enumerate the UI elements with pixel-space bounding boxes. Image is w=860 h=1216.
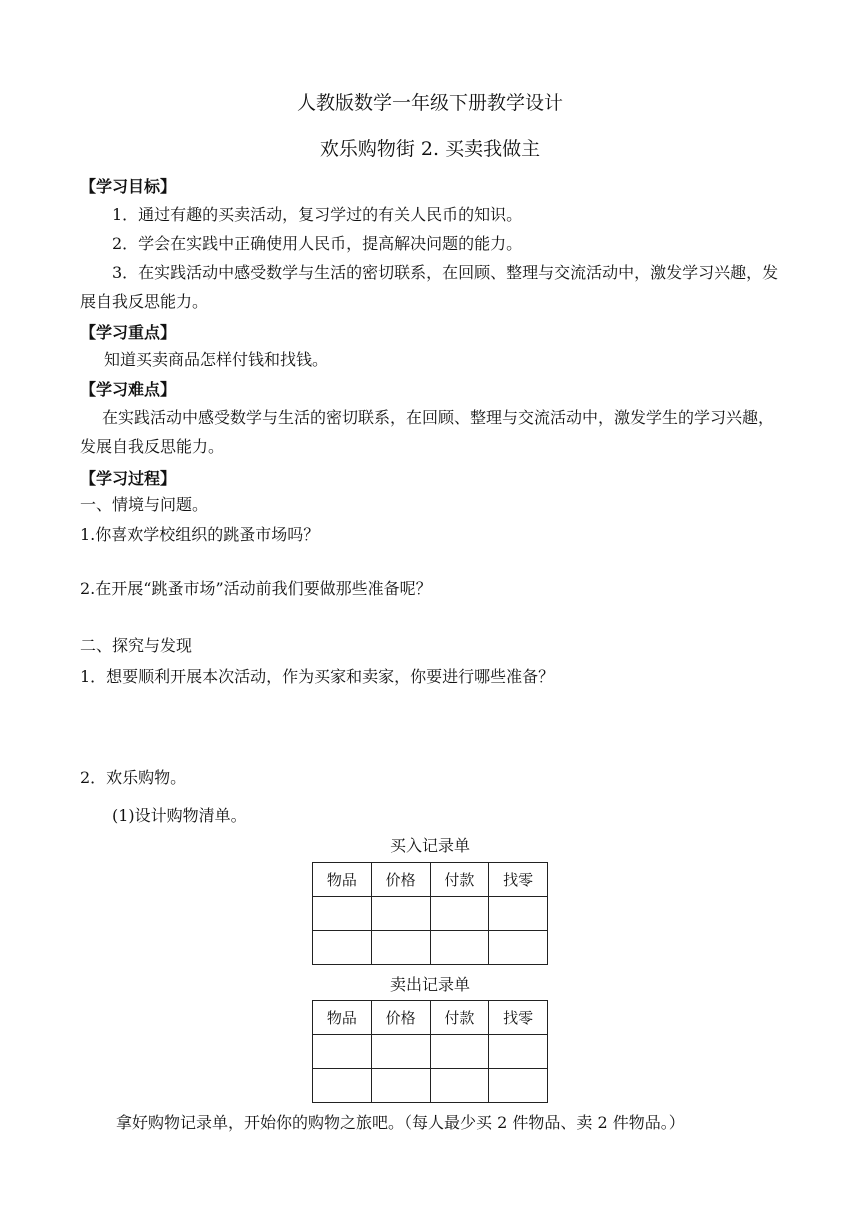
objective-item-1: 1．通过有趣的买卖活动，复习学过的有关人民币的知识。 — [112, 205, 523, 224]
table-cell — [371, 931, 430, 965]
table-cell — [430, 931, 489, 965]
table-header-cell: 物品 — [313, 863, 372, 897]
sell-table-caption: 卖出记录单 — [389, 975, 470, 994]
table-header-cell: 物品 — [313, 1001, 372, 1035]
difficulties-text: 在实践活动中感受数学与生活的密切联系，在回顾、整理与交流活动中，激发学生的学习兴趣，发展自我反思能力。 — [80, 408, 775, 456]
objectives-heading: 【学习目标】 — [80, 177, 177, 196]
table-cell — [489, 931, 548, 965]
table-header-row — [313, 1001, 548, 1035]
table-header-cell: 付款 — [430, 1001, 489, 1035]
table-cell — [313, 897, 372, 931]
table-cell — [430, 1035, 489, 1069]
table-cell — [371, 897, 430, 931]
section1-title: 一、情境与问题。 — [80, 495, 209, 514]
table-row — [313, 931, 548, 965]
section1-question-2: 2.在开展“跳蚤市场”活动前我们要做那些准备呢？ — [80, 579, 432, 598]
closing-text: 拿好购物记录单，开始你的购物之旅吧。（每人最少买 2 件物品、卖 2 件物品。） — [116, 1113, 685, 1132]
table-cell — [313, 1035, 372, 1069]
section2-question-2: 2．欢乐购物。 — [80, 768, 187, 787]
table-cell — [489, 1069, 548, 1103]
section2-title: 二、探究与发现 — [80, 636, 193, 655]
objective-item-3: 3．在实践活动中感受数学与生活的密切联系，在回顾、整理与交流活动中，激发学习兴趣，发展自我反思能力。 — [80, 263, 779, 311]
objective-item-2: 2．学会在实践中正确使用人民币，提高解决问题的能力。 — [112, 234, 523, 253]
table-header-row — [313, 863, 548, 897]
page-title: 人教版数学一年级下册教学设计 — [296, 92, 563, 114]
key-points-text: 知道买卖商品怎样付钱和找钱。 — [104, 350, 329, 369]
table-cell — [489, 1035, 548, 1069]
buy-record-table — [312, 862, 548, 965]
section2-question-1: 1．想要顺利开展本次活动，作为买家和卖家，你要进行哪些准备？ — [80, 667, 555, 686]
sell-record-table — [312, 1000, 548, 1103]
table-cell — [489, 897, 548, 931]
section2-sub-1: (1)设计购物清单。 — [112, 806, 247, 825]
table-row — [313, 897, 548, 931]
table-cell — [313, 1069, 372, 1103]
table-cell — [313, 931, 372, 965]
buy-table-caption: 买入记录单 — [389, 836, 470, 855]
table-header-cell: 找零 — [489, 863, 548, 897]
table-row — [313, 1035, 548, 1069]
page-subtitle: 欢乐购物街 2. 买卖我做主 — [319, 138, 541, 160]
table-cell — [371, 1035, 430, 1069]
section1-question-1: 1.你喜欢学校组织的跳蚤市场吗？ — [80, 525, 320, 544]
table-row — [313, 1069, 548, 1103]
table-cell — [371, 1069, 430, 1103]
process-heading: 【学习过程】 — [80, 469, 177, 488]
table-header-cell: 找零 — [489, 1001, 548, 1035]
table-cell — [430, 897, 489, 931]
table-header-cell: 付款 — [430, 863, 489, 897]
table-cell — [430, 1069, 489, 1103]
table-header-cell: 价格 — [371, 1001, 430, 1035]
key-points-heading: 【学习重点】 — [80, 323, 177, 342]
difficulties-heading: 【学习难点】 — [80, 380, 177, 399]
table-header-cell: 价格 — [371, 863, 430, 897]
